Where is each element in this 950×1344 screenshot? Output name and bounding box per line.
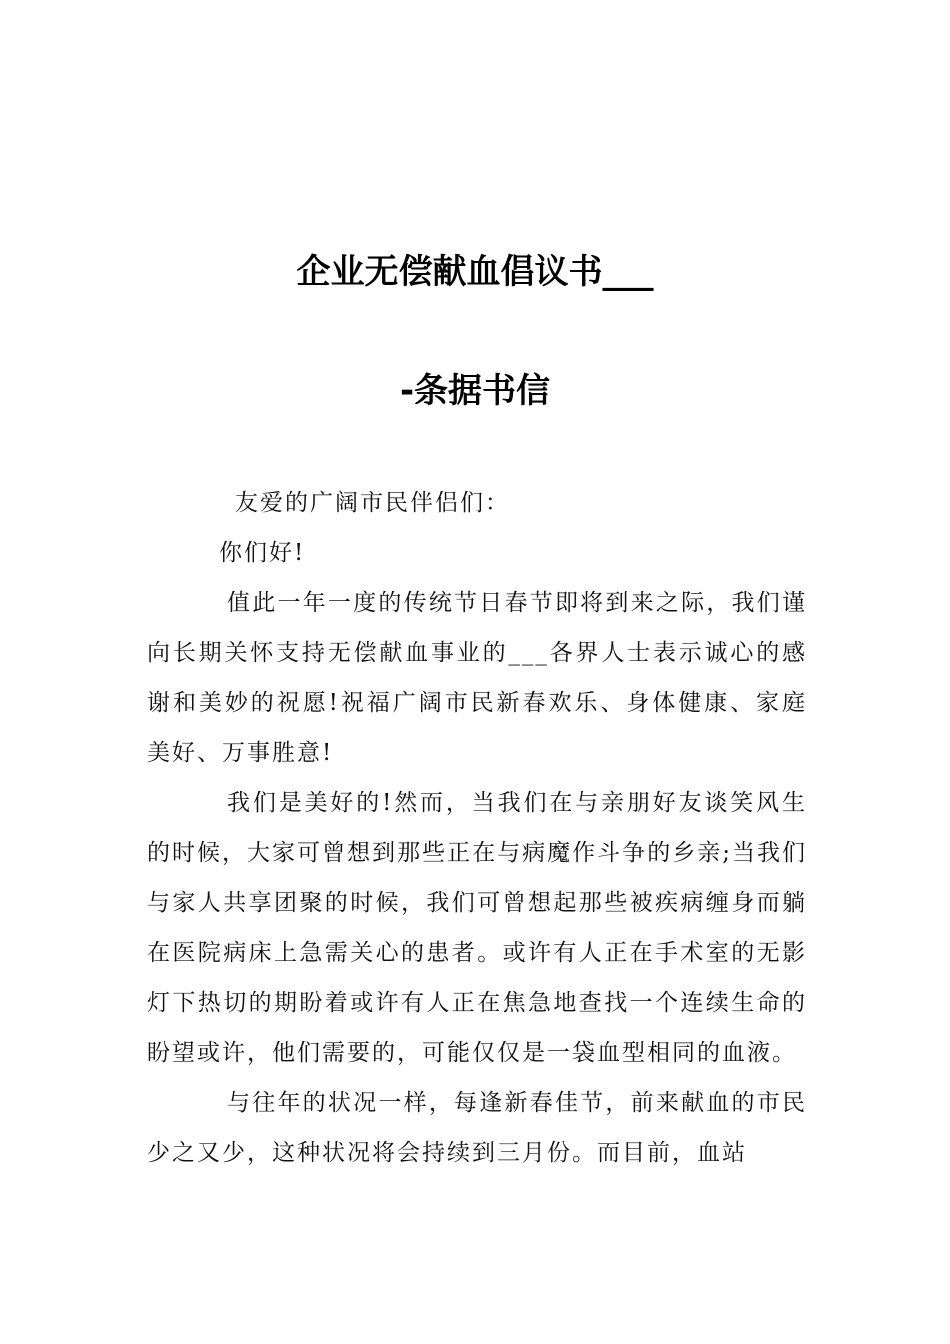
- salutation: 友爱的广阔市民伴侣们：: [235, 490, 510, 516]
- greeting: 你们好!: [219, 540, 306, 566]
- paragraph: 我们是美好的!然而，当我们在与亲朋好友谈笑风生的时候，大家可曾想到那些正在与病魔作斗争的乡亲;当我们与家人共享团聚的时候，我们可曾想起那些被疾病缠身而躺在医院病床上急需关心的患者。或许有人正在手术室的无影灯下热切的期盼着或许有人正在焦急地查找一个连续生命的盼望或许，他们需要的，可能仅仅是一袋血型相同的血液。: [147, 790, 807, 1066]
- document-title: 企业无偿献血倡议书___: [296, 252, 654, 292]
- document-subtitle: -条据书信: [399, 371, 551, 411]
- paragraph: 与往年的状况一样，每逢新春佳节，前来献血的市民少之又少，这种状况将会持续到三月份。而目前，血站: [147, 1090, 807, 1166]
- document-body: [147, 478, 807, 1178]
- paragraph: 值此一年一度的传统节日春节即将到来之际，我们谨向长期关怀支持无偿献血事业的___各界人士表示诚心的感谢和美妙的祝愿!祝福广阔市民新春欢乐、身体健康、家庭美好、万事胜意!: [147, 590, 807, 766]
